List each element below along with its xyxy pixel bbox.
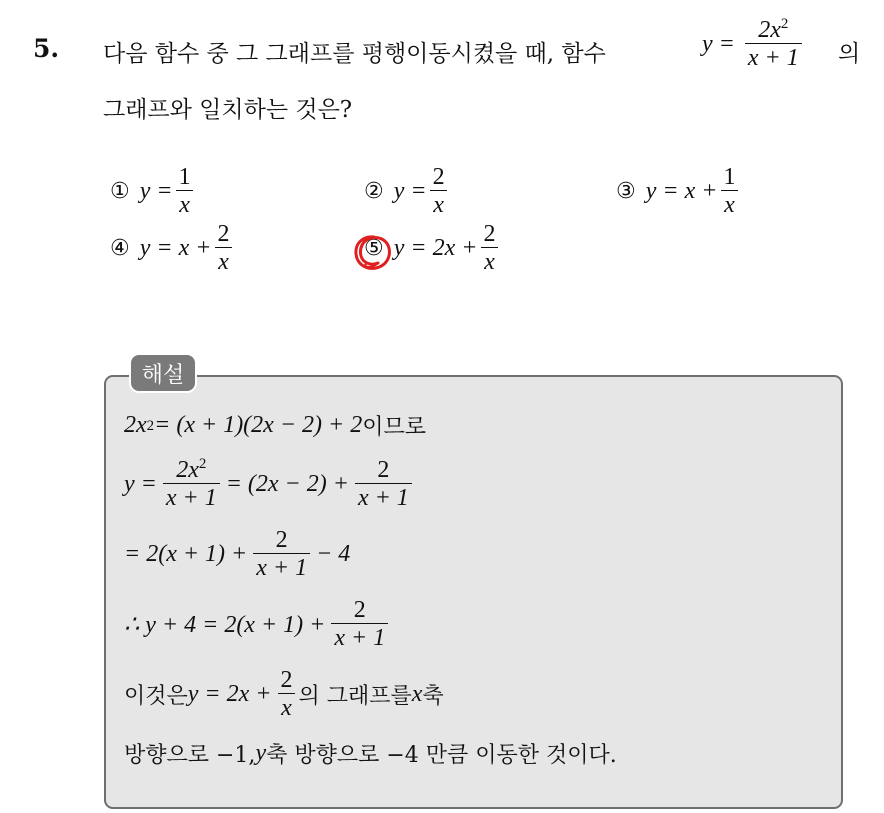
solution-line-5 (124, 668, 444, 722)
choice-2-expr: y = (393, 178, 427, 205)
question-text-line2: 그래프와 일치하는 것은? (103, 97, 353, 123)
sol3-n: 2 (275, 527, 288, 553)
choice-5-num: 2 (483, 221, 496, 247)
sol4-d: x + 1 (331, 623, 388, 651)
question-text-line1 (103, 35, 606, 68)
sol2-n1exp: 2 (198, 456, 207, 472)
sol2-a: y = (124, 471, 157, 498)
choice-4-num: 2 (217, 221, 230, 247)
sol2-d1: x + 1 (163, 483, 220, 511)
choice-3-mark: ③ (616, 179, 636, 205)
sol2-b: = (2x − 2) + (225, 471, 349, 498)
question-func-num: 2x (758, 17, 781, 43)
sol1-a: 2x (124, 412, 147, 438)
choice-5-den: x (481, 247, 498, 275)
choice-3-num: 1 (723, 164, 736, 190)
question-text-before: 다음 함수 중 그 그래프를 평행이동시켰을 때, 함수 (103, 41, 606, 67)
sol5-x: x (411, 681, 423, 708)
choice-1-den: x (176, 190, 193, 218)
question-text-after: 의 (838, 41, 861, 67)
sol3-d: x + 1 (253, 553, 310, 581)
choice-1[interactable] (110, 165, 197, 219)
sol4-a: ∴ y + 4 = 2(x + 1) + (124, 612, 326, 639)
choice-2-den: x (430, 190, 447, 218)
choice-3-den: x (721, 190, 738, 218)
choice-2[interactable] (364, 165, 451, 219)
choice-5-mark: ⑤ (364, 236, 384, 262)
choice-2-num: 2 (432, 164, 445, 190)
sol2-d2: x + 1 (355, 483, 412, 511)
solution-line-4 (124, 598, 391, 652)
question-func-lhs: y = (702, 31, 735, 58)
sol1-k: 이므로 (362, 415, 426, 440)
solution-line-3 (124, 528, 350, 582)
choice-3-expr: y = x + (645, 178, 718, 205)
choice-1-mark: ① (110, 179, 130, 205)
sol2-n2: 2 (377, 457, 390, 483)
question-func-exp: 2 (780, 16, 789, 32)
question-func-fraction (745, 18, 802, 72)
solution-line-1: 2x 2 = (x + 1)(2x − 2) + 2 이므로 (124, 412, 426, 440)
sol6-k2: 축 방향으로 −4 만큼 이동한 것이다. (266, 743, 617, 768)
sol6-y: y (255, 740, 267, 766)
choice-2-mark: ② (364, 179, 384, 205)
sol2-n1: 2x (176, 457, 199, 483)
choice-1-num: 1 (178, 164, 191, 190)
sol5-k2: 의 그래프를 (298, 684, 412, 710)
choice-4[interactable] (110, 222, 235, 276)
sol6-k1: 방향으로 −1, (124, 743, 256, 768)
sol3-a: = 2(x + 1) + (124, 541, 248, 568)
answer-circle-mark-icon (352, 233, 394, 273)
sol5-n: 2 (280, 667, 293, 693)
sol5-d: x (278, 693, 295, 721)
sol5-k1: 이것은 (124, 684, 188, 710)
sol5-a: y = 2x + (187, 681, 272, 708)
choice-4-den: x (215, 247, 232, 275)
choice-5-expr: y = 2x + (393, 235, 478, 262)
sol3-b: − 4 (316, 541, 351, 568)
question-function (702, 18, 805, 72)
choice-1-expr: y = (139, 178, 173, 205)
sol5-k3: 축 (422, 684, 444, 710)
choice-4-expr: y = x + (139, 235, 212, 262)
choice-4-mark: ④ (110, 236, 130, 262)
solution-label: 해설 (129, 353, 197, 393)
choice-3[interactable] (616, 165, 741, 219)
sol4-n: 2 (353, 597, 366, 623)
solution-line-6 (124, 738, 617, 769)
solution-line-2 (124, 458, 415, 512)
question-number: 5. (33, 34, 60, 63)
question-func-den: x + 1 (745, 43, 802, 71)
sol1-b: = (x + 1)(2x − 2) + 2 (154, 412, 363, 438)
